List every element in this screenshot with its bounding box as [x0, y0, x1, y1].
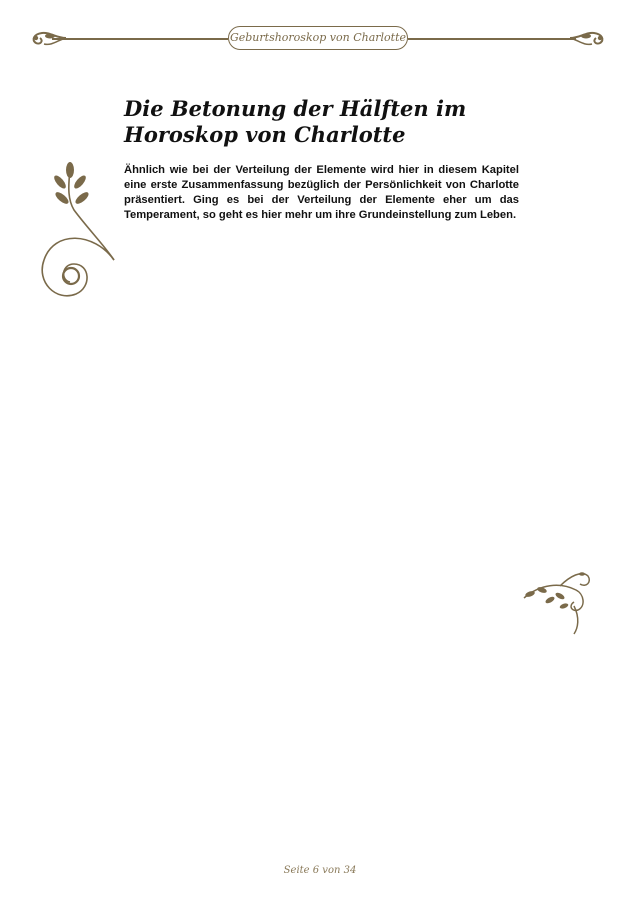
page-number: Seite 6 von 34	[283, 865, 357, 876]
vine-spiral-ornament-icon	[34, 160, 124, 305]
intro-paragraph: Ähnlich wie bei der Verteilung der Elemente wird hier in diesem Kapitel eine erste Zusammenfassung bezüglich der Persönlichkeit von Charlotte präsentiert. Ging es bei der Verteilung der Elemente eher um das Temperament, so geht es hier mehr um ihre Grundeinstellung zum Leben.	[124, 164, 519, 221]
header-rule-right	[408, 38, 576, 40]
header-title: Geburtshoroskop von Charlotte	[228, 26, 408, 50]
scroll-flourish-left-icon	[28, 26, 68, 50]
page-title: Die Betonung der Hälften im Horoskop von Charlotte	[124, 96, 467, 147]
leafy-branch-ornament-icon	[520, 566, 595, 636]
header-rule-left	[52, 38, 228, 40]
scroll-flourish-right-icon	[568, 26, 608, 50]
